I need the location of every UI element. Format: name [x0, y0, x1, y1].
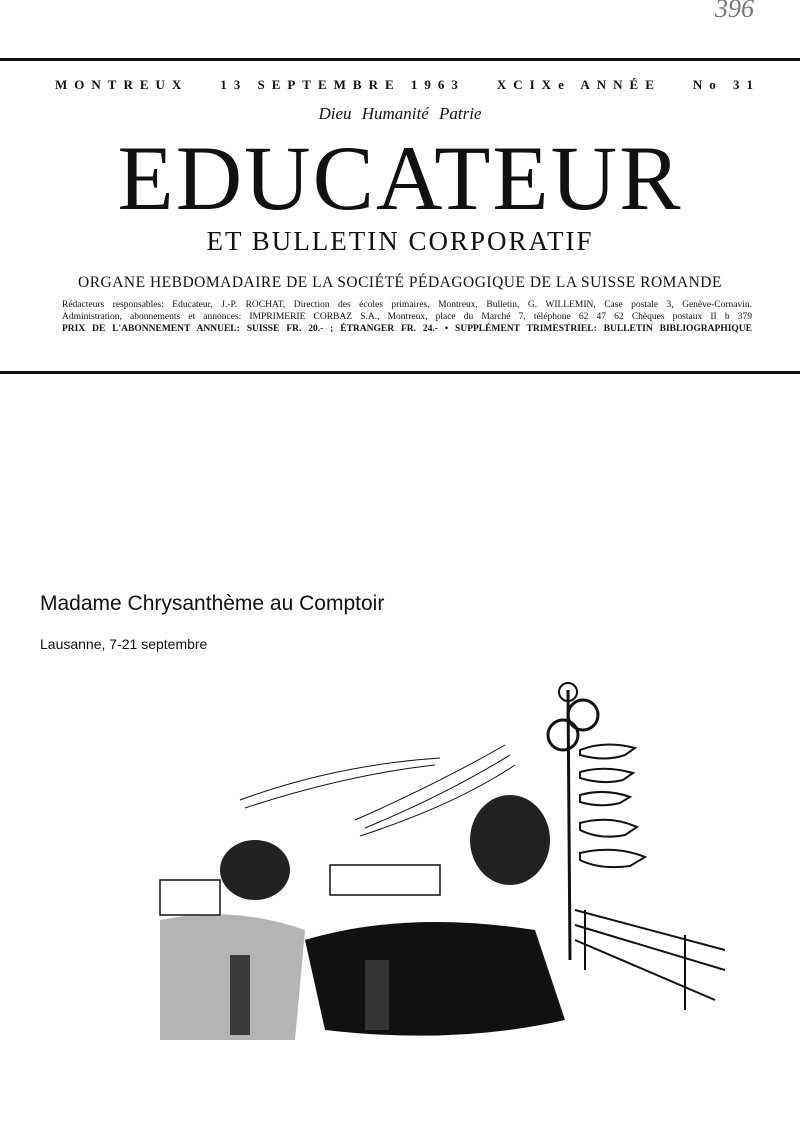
handwritten-page-number: 396	[715, 0, 754, 23]
buildings	[160, 865, 440, 915]
garden-shrubs	[160, 914, 305, 1040]
masthead-bottom-rule	[0, 371, 800, 374]
article-subtitle: Lausanne, 7-21 septembre	[40, 636, 208, 652]
dateline	[55, 77, 760, 93]
japanese-garden-illustration	[155, 670, 725, 1050]
pinwheel	[568, 700, 598, 730]
issue: No 31	[692, 77, 760, 92]
place: MONTREUX	[55, 77, 189, 92]
pole	[568, 690, 570, 960]
editors-line: Rédacteurs responsables: Educateur, J.-P. ROCHAT, Direction des écoles primaires, Montreux, Bulletin, G. WILLEMIN, Case postale 3, Genève-Cornavin.	[62, 300, 752, 310]
organ-line: ORGANE HEBDOMADAIRE DE LA SOCIÉTÉ PÉDAGOGIQUE DE LA SUISSE ROMANDE	[78, 274, 722, 291]
masthead-title: EDUCATEUR	[117, 127, 683, 229]
top-rule	[0, 58, 800, 61]
pinwheel	[548, 720, 578, 750]
date: 13 SEPTEMBRE 1963	[220, 77, 465, 92]
motto: Dieu Humanité Patrie	[318, 104, 482, 123]
masthead-subtitle: ET BULLETIN CORPORATIF	[206, 226, 594, 256]
administration-line: Administration, abonnements et annonces: IMPRIMERIE CORBAZ S.A., Montreux, place du Marché 7, téléphone 62 47 62 Chèques postaux II b 379	[62, 312, 752, 322]
pond-and-garden	[305, 922, 565, 1036]
article-title: Madame Chrysanthème au Comptoir	[40, 592, 385, 615]
bridge-deck	[575, 910, 725, 1010]
year: XCIXe ANNÉE	[496, 77, 661, 92]
price-line: PRIX DE L'ABONNEMENT ANNUEL: SUISSE FR. 20.- ; ÉTRANGER FR. 24.- • SUPPLÉMENT TRIMESTRIEL: BULLETIN BIBLIOGRAPHIQUE	[62, 324, 752, 334]
carp-streamers	[580, 744, 645, 867]
trees	[220, 795, 550, 900]
